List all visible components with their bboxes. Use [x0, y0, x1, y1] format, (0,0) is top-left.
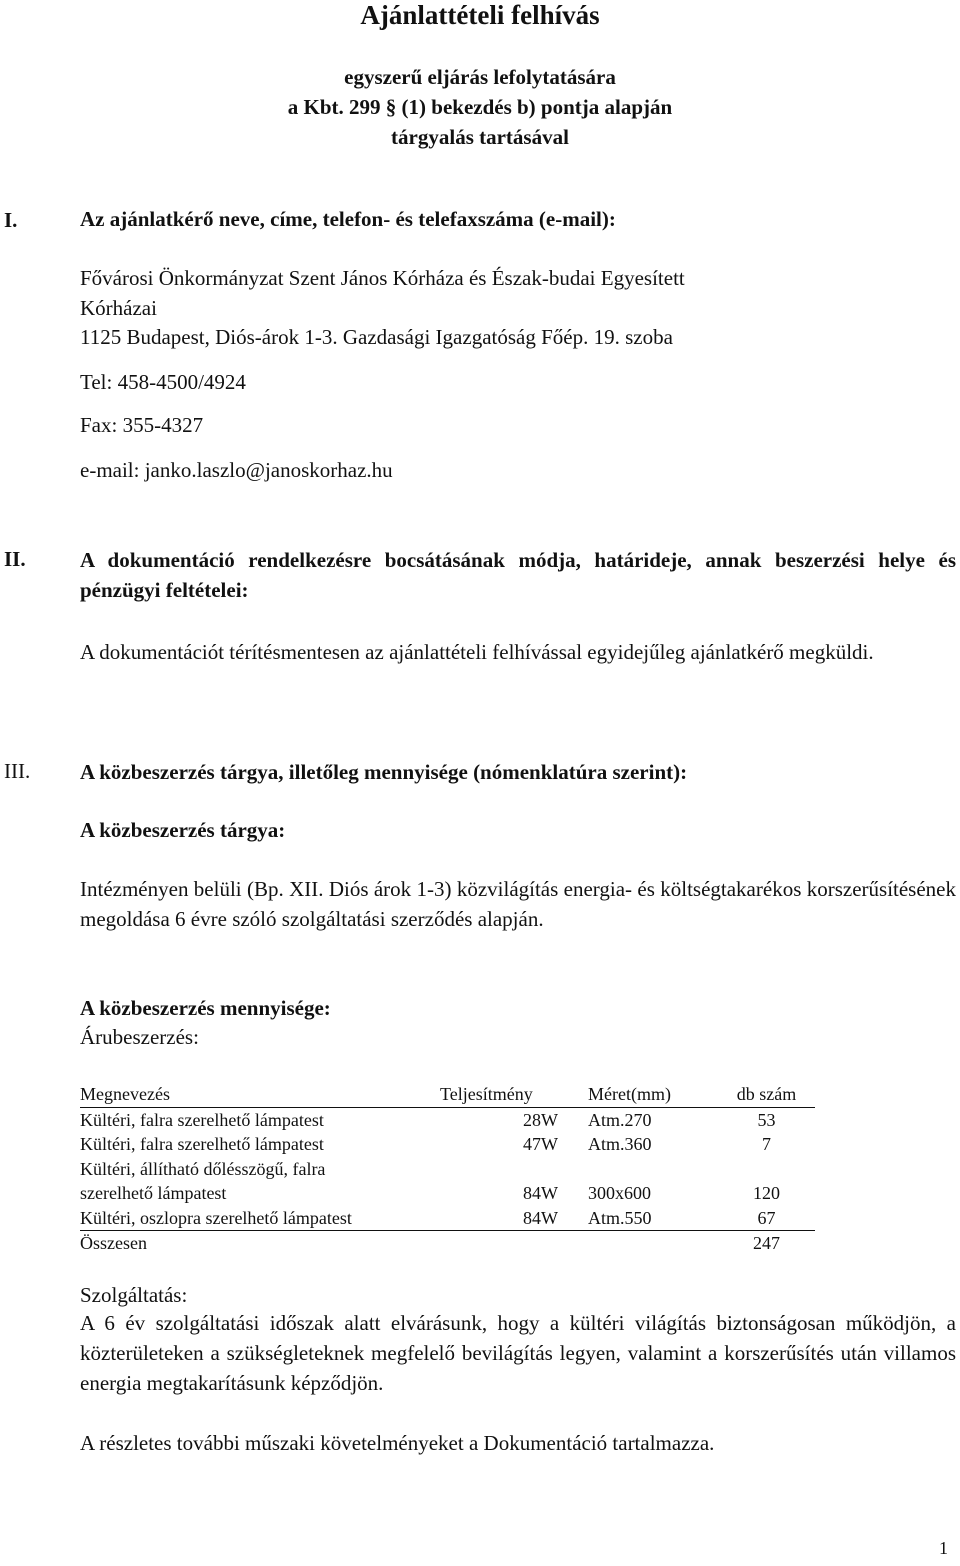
total-label: Összesen [80, 1233, 147, 1253]
col-header-size: Méret(mm) [588, 1082, 718, 1107]
table-row [80, 1181, 815, 1206]
quantity-label: A közbeszerzés mennyisége: [80, 996, 331, 1020]
section-2-body: A dokumentációt térítésmentesen az ajánlattételi felhívással egyidejűleg ajánlatkérő megküldi. [80, 640, 874, 664]
table-header-row [80, 1082, 815, 1107]
cell-count: 7 [762, 1134, 771, 1154]
org-name-line-2: Kórházai [80, 296, 157, 320]
subject-label: A közbeszerzés tárgya: [80, 818, 286, 842]
cell-performance: 47W [523, 1134, 558, 1154]
cell-name: Kültéri, oszlopra szerelhető lámpatest [80, 1206, 440, 1231]
page-number: 1 [939, 1538, 948, 1558]
cell-size: Atm.550 [588, 1206, 718, 1231]
document-subtitle [0, 62, 960, 152]
cell-name: szerelhető lámpatest [80, 1183, 227, 1203]
cell-count: 53 [757, 1109, 776, 1130]
subtitle-line: egyszerű eljárás lefolytatására [344, 65, 616, 89]
org-fax: Fax: 355-4327 [80, 413, 204, 437]
table-row [80, 1206, 815, 1231]
cell-name: Kültéri, falra szerelhető lámpatest [80, 1109, 324, 1130]
org-name-line-1: Fővárosi Önkormányzat Szent János Kórháza és Észak-budai Egyesített [80, 266, 685, 290]
cell-performance: 84W [440, 1206, 588, 1231]
cell-size: 300x600 [588, 1183, 651, 1203]
service-body: A 6 év szolgáltatási időszak alatt elvárásunk, hogy a kültéri világítás biztonságosan működjön, a közterületeken a szükségleteknek megfelelő bevilágítás legyen, valamint a korszerűsítés után villamos energia megtakarításunk képződjön. [80, 1311, 956, 1395]
items-table [80, 1082, 815, 1256]
cell-count: 67 [718, 1206, 815, 1231]
table-row [80, 1132, 815, 1157]
section-3-heading: A közbeszerzés tárgya, illetőleg mennyisége (nómenklatúra szerint): [80, 760, 688, 784]
closing-text: A részletes további műszaki követelményeket a Dokumentáció tartalmazza. [80, 1431, 715, 1455]
cell-size: Atm.360 [588, 1134, 652, 1154]
document-title: Ajánlattételi felhívás [360, 0, 600, 30]
table-row [80, 1107, 815, 1132]
service-label: Szolgáltatás: [80, 1283, 188, 1307]
section-1-heading: Az ajánlatkérő neve, címe, telefon- és telefaxszáma (e-mail): [80, 207, 616, 231]
org-email: e-mail: janko.laszlo@janoskorhaz.hu [80, 458, 393, 482]
subtitle-line: tárgyalás tartásával [391, 125, 569, 149]
section-2-number: II. [4, 547, 26, 571]
section-3-number: III. [4, 759, 31, 783]
cell-performance: 84W [523, 1183, 558, 1203]
section-2-heading: A dokumentáció rendelkezésre bocsátásának módja, határideje, annak beszerzési helye és pénzügyi feltételei: [80, 548, 956, 602]
col-header-performance: Teljesítmény [440, 1082, 588, 1107]
col-header-count: db szám [718, 1082, 815, 1107]
col-header-name: Megnevezés [80, 1082, 440, 1107]
goods-label: Árubeszerzés: [80, 1025, 199, 1049]
cell-size [588, 1157, 718, 1182]
cell-performance [440, 1157, 588, 1182]
subtitle-line: a Kbt. 299 § (1) bekezdés b) pontja alapján [287, 95, 673, 119]
org-tel: Tel: 458-4500/4924 [80, 370, 246, 394]
table-total-row [80, 1231, 815, 1256]
org-address: 1125 Budapest, Diós-árok 1-3. Gazdasági Igazgatóság Főép. 19. szoba [80, 325, 673, 349]
cell-size: Atm.270 [588, 1109, 652, 1130]
table-row [80, 1157, 815, 1182]
cell-performance: 28W [523, 1109, 558, 1130]
cell-name: Kültéri, falra szerelhető lámpatest [80, 1134, 324, 1154]
cell-count [718, 1157, 815, 1182]
section-1-number: I. [4, 208, 18, 232]
total-value: 247 [753, 1233, 780, 1253]
subject-body: Intézményen belüli (Bp. XII. Diós árok 1-3) közvilágítás energia- és költségtakarékos korszerűsítésének megoldása 6 évre szóló szolgáltatási szerződés alapján. [80, 877, 956, 931]
cell-name: Kültéri, állítható dőlésszögű, falra [80, 1158, 326, 1179]
cell-count: 120 [753, 1183, 780, 1203]
